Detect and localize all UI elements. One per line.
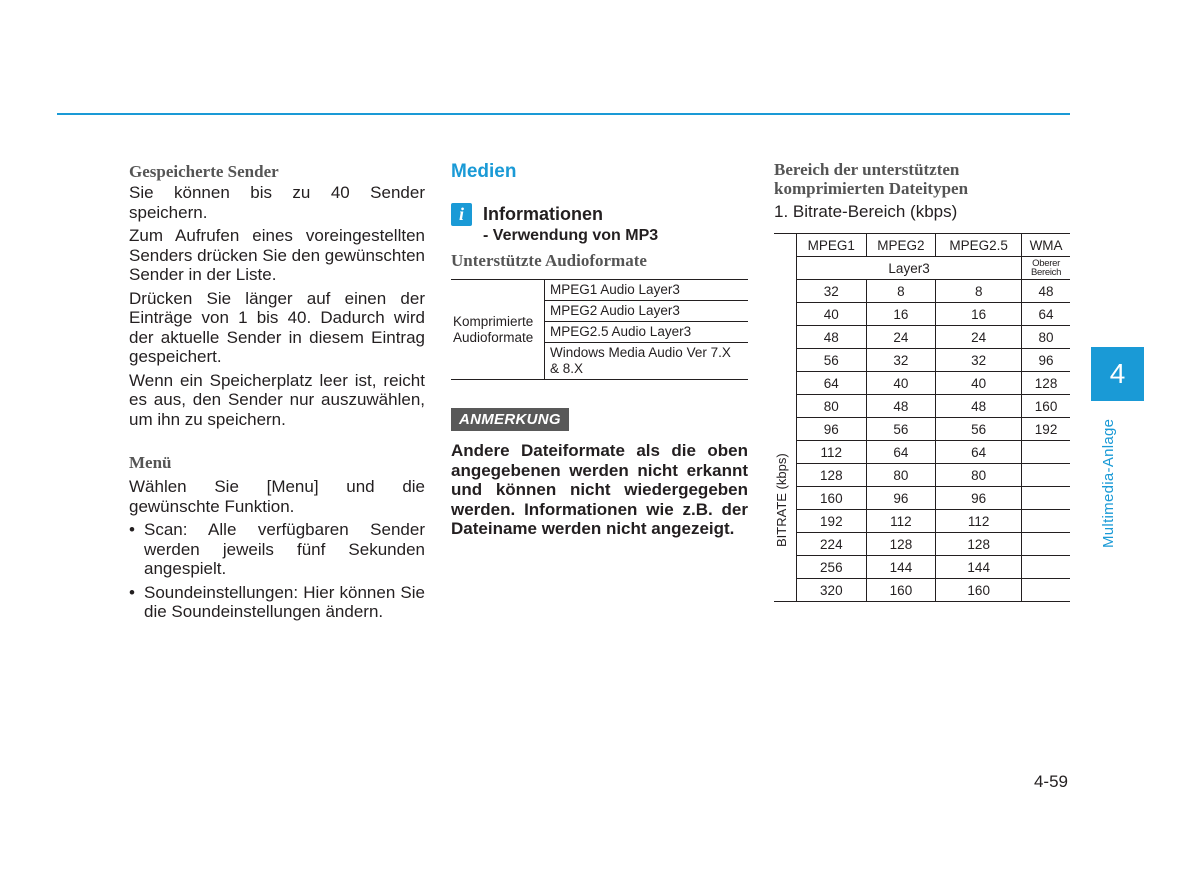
table-cell bbox=[1022, 464, 1070, 487]
column-file-types bbox=[774, 160, 1070, 602]
table-row bbox=[774, 487, 1070, 510]
table-cell: 48 bbox=[936, 395, 1022, 418]
table-cell: 16 bbox=[866, 303, 936, 326]
header-cell: MPEG2.5 bbox=[936, 234, 1022, 257]
table-cell: 96 bbox=[797, 418, 867, 441]
table-row bbox=[774, 510, 1070, 533]
list-item-text: Scan: Alle verfügbaren Sender werden jeweils fünf Sekunden angespielt. bbox=[144, 520, 425, 578]
table-cell: 40 bbox=[936, 372, 1022, 395]
info-title: Informationen bbox=[483, 204, 603, 224]
page-number: 4-59 bbox=[1033, 772, 1068, 791]
table-row bbox=[451, 280, 748, 301]
table-cell: 48 bbox=[866, 395, 936, 418]
table-cell: 160 bbox=[797, 487, 867, 510]
table-header-row bbox=[774, 257, 1070, 280]
table-cell: 32 bbox=[936, 349, 1022, 372]
table-cell: 32 bbox=[866, 349, 936, 372]
table-cell: 64 bbox=[866, 441, 936, 464]
list-item bbox=[129, 583, 425, 622]
table-cell: 16 bbox=[936, 303, 1022, 326]
table-row bbox=[774, 280, 1070, 303]
table-cell bbox=[1022, 579, 1070, 602]
info-subtitle: - Verwendung von MP3 bbox=[483, 227, 659, 244]
table-cell: 192 bbox=[1022, 418, 1070, 441]
table-header-row bbox=[774, 234, 1070, 257]
table-cell: 56 bbox=[866, 418, 936, 441]
table-cell: 160 bbox=[866, 579, 936, 602]
table-cell: 224 bbox=[797, 533, 867, 556]
table-cell: 160 bbox=[936, 579, 1022, 602]
table-cell: 128 bbox=[1022, 372, 1070, 395]
table-row bbox=[774, 326, 1070, 349]
header-cell: MPEG1 bbox=[797, 234, 867, 257]
bitrate-table bbox=[774, 233, 1070, 602]
wma-range-cell bbox=[1022, 257, 1070, 280]
bitrate-subtitle: 1. Bitrate-Bereich (kbps) bbox=[774, 202, 958, 221]
table-row bbox=[774, 556, 1070, 579]
section-title: Medien bbox=[451, 161, 517, 182]
wma-range-line: Bereich bbox=[1031, 267, 1062, 278]
table-cell bbox=[1022, 510, 1070, 533]
table-row bbox=[774, 464, 1070, 487]
heading-line: komprimierten Dateitypen bbox=[774, 179, 969, 198]
table-cell: 48 bbox=[797, 326, 867, 349]
table-cell: 80 bbox=[936, 464, 1022, 487]
table-cell: 112 bbox=[936, 510, 1022, 533]
table-cell: 96 bbox=[1022, 349, 1070, 372]
table-cell: 64 bbox=[936, 441, 1022, 464]
header-cell: WMA bbox=[1022, 234, 1070, 257]
axis-label: BITRATE (kbps) bbox=[774, 453, 789, 547]
table-cell: 8 bbox=[936, 280, 1022, 303]
table-cell: 48 bbox=[1022, 280, 1070, 303]
top-rule bbox=[57, 113, 1070, 115]
table-cell: 40 bbox=[797, 303, 867, 326]
table-cell bbox=[1022, 487, 1070, 510]
table-cell: 144 bbox=[866, 556, 936, 579]
layer-cell: Layer3 bbox=[797, 257, 1022, 280]
heading-audio-formats: Unterstützte Audioformate bbox=[451, 251, 647, 270]
table-cell: 128 bbox=[797, 464, 867, 487]
paragraph: Zum Aufrufen eines voreingestellten Senders drücken Sie den gewünschten Sender in der Liste. bbox=[129, 226, 425, 284]
table-cell: 24 bbox=[936, 326, 1022, 349]
table-row bbox=[774, 395, 1070, 418]
table-cell bbox=[1022, 533, 1070, 556]
table-cell: 80 bbox=[866, 464, 936, 487]
note-badge: ANMERKUNG bbox=[451, 408, 569, 431]
heading-file-types bbox=[774, 160, 1070, 198]
table-cell bbox=[1022, 441, 1070, 464]
table-cell: 80 bbox=[797, 395, 867, 418]
wma-range-line: Oberer bbox=[1032, 258, 1060, 269]
table-cell: 96 bbox=[936, 487, 1022, 510]
chapter-label: Multimedia-Anlage bbox=[1100, 418, 1117, 548]
column-media bbox=[451, 160, 748, 539]
table-cell: 8 bbox=[866, 280, 936, 303]
heading-saved-stations: Gespeicherte Sender bbox=[129, 162, 279, 181]
table-cell: 112 bbox=[866, 510, 936, 533]
category-line: Audioformate bbox=[453, 329, 534, 345]
note-text: Andere Dateiformate als die oben angegebenen werden nicht erkannt und können nicht wiedergegeben werden. Informationen wie z.B. der Dateiname werden nicht angezeigt. bbox=[451, 441, 748, 538]
table-cell: 128 bbox=[936, 533, 1022, 556]
table-cell: 64 bbox=[1022, 303, 1070, 326]
table-row bbox=[774, 418, 1070, 441]
paragraph: Wählen Sie [Menu] und die gewünschte Funktion. bbox=[129, 477, 425, 516]
paragraph: Drücken Sie länger auf einen der Einträge von 1 bis 40. Dadurch wird der aktuelle Sender in diesem Eintrag gespeichert. bbox=[129, 288, 425, 366]
table-cell: 320 bbox=[797, 579, 867, 602]
table-row bbox=[774, 441, 1070, 464]
table-cell: 96 bbox=[866, 487, 936, 510]
table-row bbox=[774, 533, 1070, 556]
chapter-tab: 4 bbox=[1091, 347, 1144, 401]
list-item-text: Soundeinstellungen: Hier können Sie die Soundeinstellungen ändern. bbox=[144, 582, 425, 621]
table-cell: 112 bbox=[797, 441, 867, 464]
table-row bbox=[774, 579, 1070, 602]
bullet-icon: • bbox=[129, 520, 135, 539]
bullet-icon: • bbox=[129, 582, 135, 602]
category-line: Komprimierte bbox=[453, 313, 534, 329]
table-cell: 56 bbox=[936, 418, 1022, 441]
table-cell: 128 bbox=[866, 533, 936, 556]
info-header bbox=[451, 203, 748, 226]
table-row bbox=[774, 372, 1070, 395]
table-cell: 160 bbox=[1022, 395, 1070, 418]
table-cell: 192 bbox=[797, 510, 867, 533]
formats-table bbox=[451, 279, 748, 380]
table-cell: 32 bbox=[797, 280, 867, 303]
bullet-list bbox=[129, 520, 425, 622]
bitrate-table-wrap bbox=[774, 233, 1070, 602]
table-cell: Windows Media Audio Ver 7.X & 8.X bbox=[545, 343, 749, 380]
table-cell: 80 bbox=[1022, 326, 1070, 349]
axis-label-wrap bbox=[772, 453, 802, 547]
column-radio bbox=[129, 160, 425, 626]
header-cell: MPEG2 bbox=[866, 234, 936, 257]
heading-line: Bereich der unterstützten bbox=[774, 160, 960, 179]
table-cell: 64 bbox=[797, 372, 867, 395]
list-item bbox=[129, 520, 425, 579]
table-cell: 256 bbox=[797, 556, 867, 579]
info-icon: i bbox=[451, 203, 472, 226]
table-cell: MPEG2 Audio Layer3 bbox=[545, 301, 749, 322]
table-cell bbox=[1022, 556, 1070, 579]
table-cell: MPEG2.5 Audio Layer3 bbox=[545, 322, 749, 343]
table-row bbox=[774, 349, 1070, 372]
paragraph: Sie können bis zu 40 Sender speichern. bbox=[129, 183, 425, 222]
table-cell-category bbox=[451, 280, 545, 380]
paragraph: Wenn ein Speicherplatz leer ist, reicht es aus, den Sender nur auszuwählen, um ihn zu speichern. bbox=[129, 370, 425, 429]
table-cell: MPEG1 Audio Layer3 bbox=[545, 280, 749, 301]
table-cell: 56 bbox=[797, 349, 867, 372]
table-row bbox=[774, 303, 1070, 326]
heading-menu: Menü bbox=[129, 453, 172, 472]
table-cell: 24 bbox=[866, 326, 936, 349]
table-cell: 144 bbox=[936, 556, 1022, 579]
table-cell: 40 bbox=[866, 372, 936, 395]
